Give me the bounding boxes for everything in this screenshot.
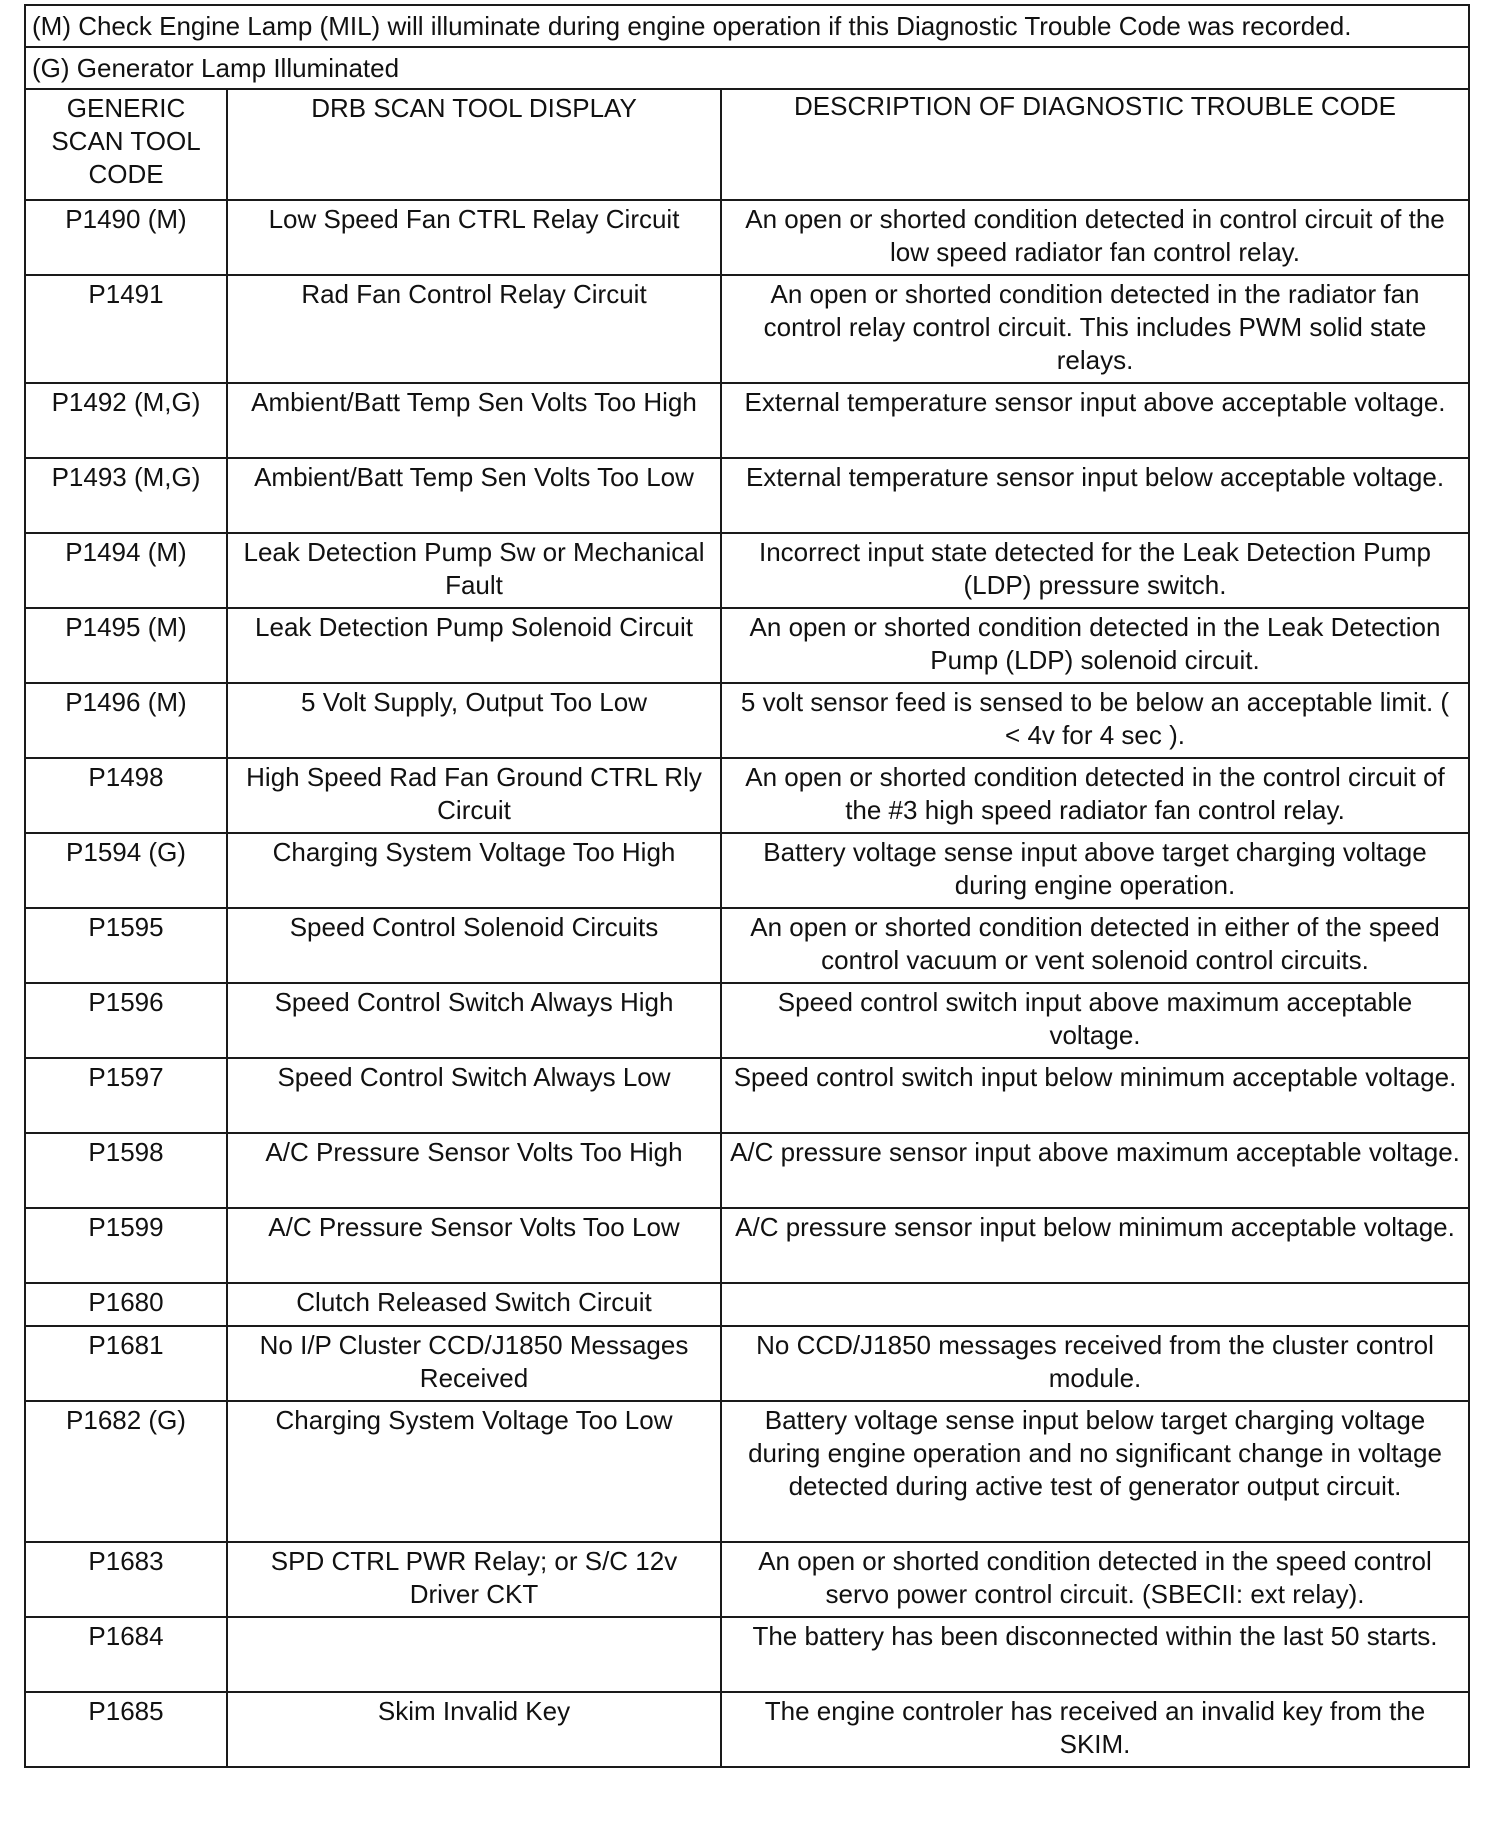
dtc-document xyxy=(24,4,1468,1768)
table-row xyxy=(25,1542,1469,1617)
table-row xyxy=(25,1058,1469,1133)
table-row xyxy=(25,458,1469,533)
dtc-description: The battery has been disconnected within the last 50 starts. xyxy=(721,1617,1469,1692)
table-row xyxy=(25,683,1469,758)
drb-display: Rad Fan Control Relay Circuit xyxy=(227,275,721,383)
note-row-generator xyxy=(25,47,1469,89)
header-drb-display: DRB SCAN TOOL DISPLAY xyxy=(227,89,721,200)
dtc-description: Speed control switch input above maximum acceptable voltage. xyxy=(721,983,1469,1058)
dtc-code: P1495 (M) xyxy=(25,608,227,683)
dtc-description: A/C pressure sensor input above maximum acceptable voltage. xyxy=(721,1133,1469,1208)
dtc-description: Speed control switch input below minimum acceptable voltage. xyxy=(721,1058,1469,1133)
table-row xyxy=(25,1283,1469,1326)
note-mil: (M) Check Engine Lamp (MIL) will illuminate during engine operation if this Diagnostic Trouble Code was recorded. xyxy=(25,5,1469,47)
dtc-code: P1681 xyxy=(25,1326,227,1401)
dtc-code: P1597 xyxy=(25,1058,227,1133)
drb-display: Leak Detection Pump Sw or Mechanical Fault xyxy=(227,533,721,608)
drb-display: Low Speed Fan CTRL Relay Circuit xyxy=(227,200,721,275)
table-row xyxy=(25,1401,1469,1542)
drb-display: Leak Detection Pump Solenoid Circuit xyxy=(227,608,721,683)
dtc-description: A/C pressure sensor input below minimum acceptable voltage. xyxy=(721,1208,1469,1283)
dtc-description: External temperature sensor input below acceptable voltage. xyxy=(721,458,1469,533)
table-row xyxy=(25,1692,1469,1767)
dtc-description: External temperature sensor input above acceptable voltage. xyxy=(721,383,1469,458)
dtc-code: P1492 (M,G) xyxy=(25,383,227,458)
header-generic-code: GENERIC SCAN TOOL CODE xyxy=(25,89,227,200)
table-row xyxy=(25,833,1469,908)
drb-display: High Speed Rad Fan Ground CTRL Rly Circuit xyxy=(227,758,721,833)
note-row-mil xyxy=(25,5,1469,47)
drb-display: Clutch Released Switch Circuit xyxy=(227,1283,721,1326)
dtc-table xyxy=(24,4,1470,1768)
dtc-code: P1491 xyxy=(25,275,227,383)
dtc-code: P1598 xyxy=(25,1133,227,1208)
dtc-code: P1594 (G) xyxy=(25,833,227,908)
dtc-code: P1680 xyxy=(25,1283,227,1326)
drb-display: A/C Pressure Sensor Volts Too Low xyxy=(227,1208,721,1283)
header-row xyxy=(25,89,1469,200)
dtc-description: 5 volt sensor feed is sensed to be below an acceptable limit. ( < 4v for 4 sec ). xyxy=(721,683,1469,758)
dtc-code: P1490 (M) xyxy=(25,200,227,275)
drb-display: Speed Control Solenoid Circuits xyxy=(227,908,721,983)
dtc-description: An open or shorted condition detected in either of the speed control vacuum or vent solenoid control circuits. xyxy=(721,908,1469,983)
dtc-description: No CCD/J1850 messages received from the cluster control module. xyxy=(721,1326,1469,1401)
drb-display: Ambient/Batt Temp Sen Volts Too High xyxy=(227,383,721,458)
drb-display: 5 Volt Supply, Output Too Low xyxy=(227,683,721,758)
dtc-code: P1683 xyxy=(25,1542,227,1617)
dtc-code: P1685 xyxy=(25,1692,227,1767)
dtc-description xyxy=(721,1283,1469,1326)
dtc-code: P1498 xyxy=(25,758,227,833)
header-description: DESCRIPTION OF DIAGNOSTIC TROUBLE CODE xyxy=(721,89,1469,200)
dtc-description: The engine controler has received an invalid key from the SKIM. xyxy=(721,1692,1469,1767)
dtc-code: P1494 (M) xyxy=(25,533,227,608)
dtc-description: An open or shorted condition detected in the speed control servo power control circuit. (SBECII: ext relay). xyxy=(721,1542,1469,1617)
drb-display: Charging System Voltage Too Low xyxy=(227,1401,721,1542)
table-row xyxy=(25,200,1469,275)
table-row xyxy=(25,1617,1469,1692)
dtc-code: P1496 (M) xyxy=(25,683,227,758)
drb-display: A/C Pressure Sensor Volts Too High xyxy=(227,1133,721,1208)
dtc-code: P1493 (M,G) xyxy=(25,458,227,533)
drb-display: Charging System Voltage Too High xyxy=(227,833,721,908)
dtc-description: An open or shorted condition detected in the radiator fan control relay control circuit. This includes PWM solid state relays. xyxy=(721,275,1469,383)
table-row xyxy=(25,1208,1469,1283)
drb-display: SPD CTRL PWR Relay; or S/C 12v Driver CKT xyxy=(227,1542,721,1617)
dtc-code: P1684 xyxy=(25,1617,227,1692)
dtc-description: An open or shorted condition detected in control circuit of the low speed radiator fan control relay. xyxy=(721,200,1469,275)
drb-display: Skim Invalid Key xyxy=(227,1692,721,1767)
dtc-code: P1595 xyxy=(25,908,227,983)
dtc-code: P1596 xyxy=(25,983,227,1058)
drb-display: Speed Control Switch Always High xyxy=(227,983,721,1058)
dtc-description: Incorrect input state detected for the Leak Detection Pump (LDP) pressure switch. xyxy=(721,533,1469,608)
dtc-description: Battery voltage sense input above target charging voltage during engine operation. xyxy=(721,833,1469,908)
dtc-description: An open or shorted condition detected in the Leak Detection Pump (LDP) solenoid circuit. xyxy=(721,608,1469,683)
drb-display xyxy=(227,1617,721,1692)
note-generator: (G) Generator Lamp Illuminated xyxy=(25,47,1469,89)
table-row xyxy=(25,1133,1469,1208)
table-row xyxy=(25,275,1469,383)
drb-display: Speed Control Switch Always Low xyxy=(227,1058,721,1133)
table-row xyxy=(25,908,1469,983)
table-row xyxy=(25,533,1469,608)
drb-display: No I/P Cluster CCD/J1850 Messages Received xyxy=(227,1326,721,1401)
drb-display: Ambient/Batt Temp Sen Volts Too Low xyxy=(227,458,721,533)
table-row xyxy=(25,608,1469,683)
dtc-code: P1682 (G) xyxy=(25,1401,227,1542)
table-row xyxy=(25,1326,1469,1401)
table-row xyxy=(25,758,1469,833)
dtc-description: Battery voltage sense input below target charging voltage during engine operation and no significant change in voltage detected during active test of generator output circuit. xyxy=(721,1401,1469,1542)
dtc-description: An open or shorted condition detected in the control circuit of the #3 high speed radiator fan control relay. xyxy=(721,758,1469,833)
dtc-code: P1599 xyxy=(25,1208,227,1283)
table-row xyxy=(25,983,1469,1058)
table-row xyxy=(25,383,1469,458)
